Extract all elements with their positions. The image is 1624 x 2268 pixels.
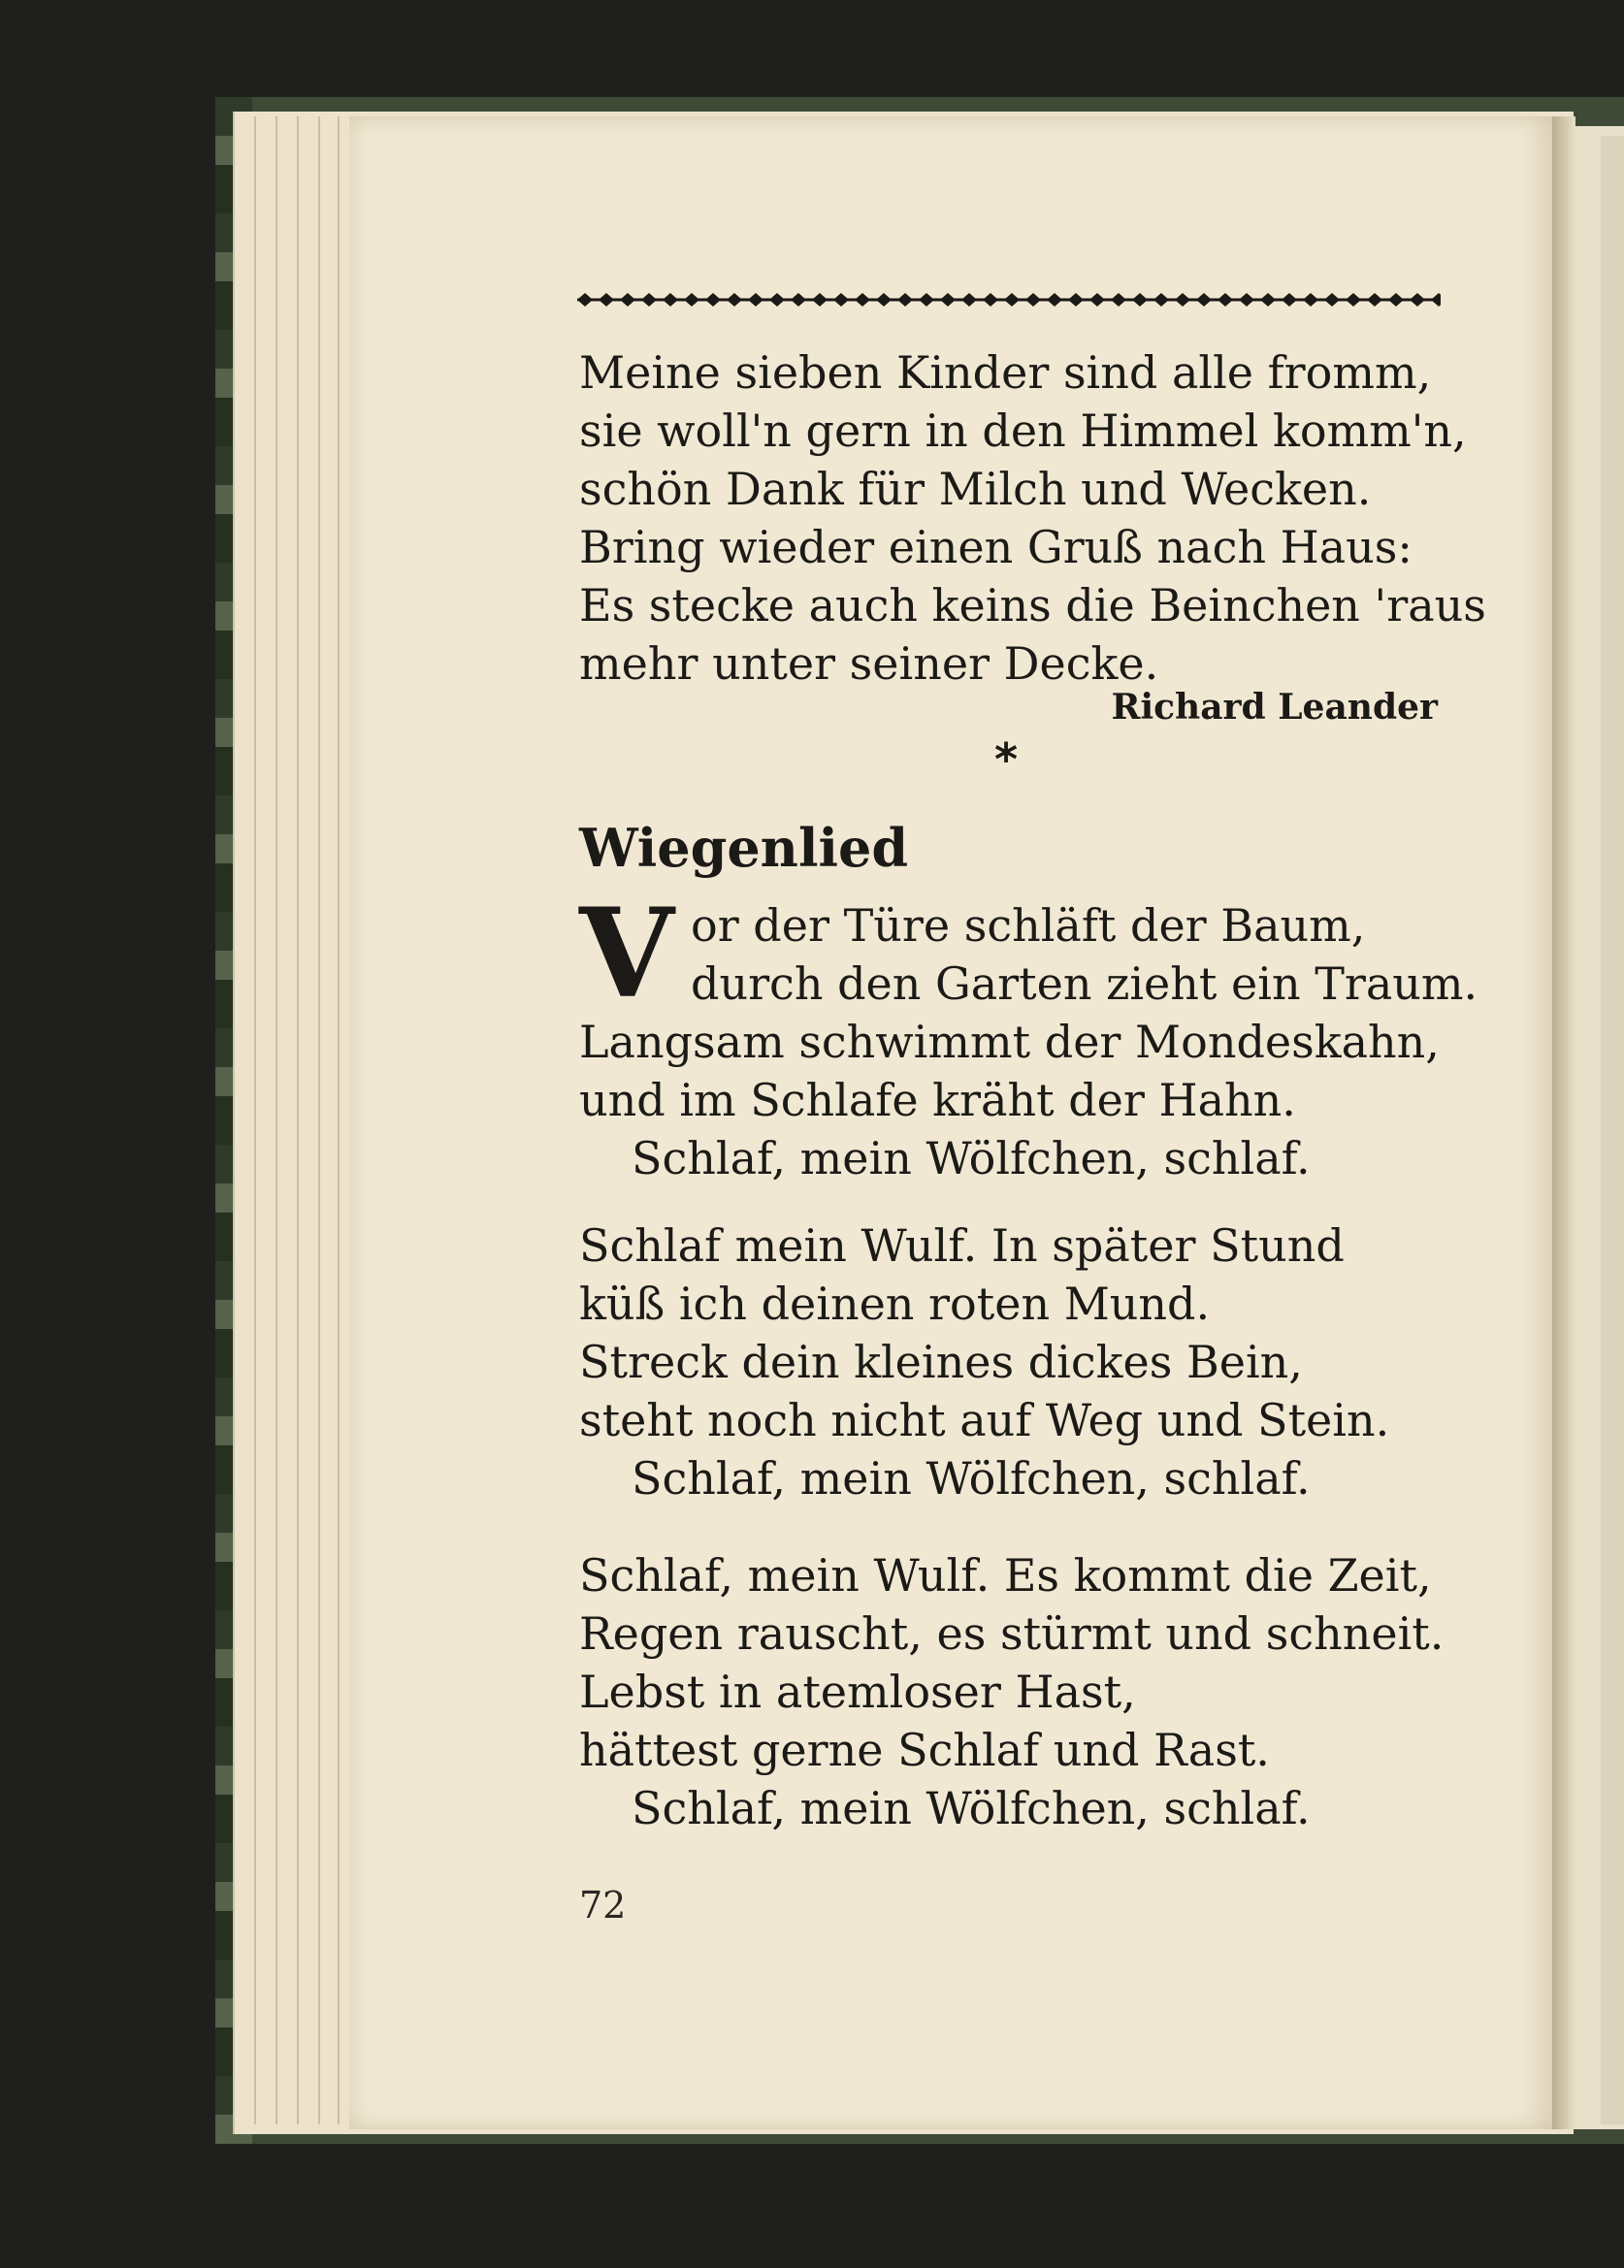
- poem-line: schön Dank für Milch und Wecken.: [579, 463, 1372, 515]
- drop-cap: V: [579, 882, 674, 1025]
- ornament-diamond: [1239, 293, 1254, 307]
- ornament-diamond: [769, 293, 785, 307]
- ornament-diamond: [1153, 293, 1169, 307]
- poem-line: und im Schlafe kräht der Hahn.: [579, 1074, 1296, 1126]
- poem-stanza: [579, 1546, 1452, 1837]
- ornament-diamond: [812, 293, 828, 307]
- ornament-diamond: [577, 293, 593, 307]
- ornament-diamond: [876, 293, 892, 307]
- ornament-diamond: [620, 293, 635, 307]
- poem-title: Wiegenlied: [579, 817, 909, 879]
- facing-page-edge: [1601, 136, 1624, 2124]
- poem-line: Regen rauscht, es stürmt und schneit.: [579, 1607, 1445, 1660]
- page-edge: [276, 116, 277, 2124]
- page-edge: [318, 116, 320, 2124]
- poem-refrain: Schlaf, mein Wölfchen, schlaf.: [632, 1452, 1311, 1505]
- ornament-diamond: [940, 293, 956, 307]
- ornament-diamond: [1132, 293, 1148, 307]
- page-edge: [338, 116, 340, 2124]
- page-gutter: [1552, 116, 1575, 2129]
- poem-stanza: [579, 343, 1486, 693]
- ornament-diamond: [1346, 293, 1361, 307]
- poem-line: or der Türe schläft der Baum,: [691, 899, 1366, 952]
- ornament-diamond: [705, 293, 721, 307]
- poem-stanza: [579, 1013, 1452, 1187]
- ornament-diamond: [897, 293, 913, 307]
- poem-line: Langsam schwimmt der Mondeskahn,: [579, 1016, 1440, 1068]
- ornament-diamond: [599, 293, 614, 307]
- ornament-diamond: [641, 293, 657, 307]
- poem-line: küß ich deinen roten Mund.: [579, 1278, 1211, 1330]
- page-number: 72: [579, 1884, 627, 1927]
- ornament-diamond: [1260, 293, 1276, 307]
- poem-line: sie woll'n gern in den Himmel komm'n,: [579, 405, 1467, 457]
- poem-line: durch den Garten zieht ein Traum.: [691, 957, 1478, 1010]
- poem-line: Lebst in atemloser Hast,: [579, 1666, 1136, 1718]
- poem-refrain: Schlaf, mein Wölfchen, schlaf.: [632, 1132, 1311, 1184]
- poem-line: Meine sieben Kinder sind alle fromm,: [579, 346, 1432, 399]
- ornament-diamond: [727, 293, 742, 307]
- poem-stanza: [691, 896, 1478, 1013]
- poem-stanza: [579, 1216, 1452, 1507]
- ornament-diamond: [684, 293, 699, 307]
- page-edge: [254, 116, 256, 2124]
- ornament-diamond: [919, 293, 934, 307]
- ornament-diamond: [1388, 293, 1404, 307]
- poem-line: Es stecke auch keins die Beinchen 'raus: [579, 579, 1486, 632]
- ornament-diamond: [855, 293, 870, 307]
- poem-line: Bring wieder einen Gruß nach Haus:: [579, 521, 1413, 573]
- ornament-diamond: [1303, 293, 1318, 307]
- ornament-diamond: [833, 293, 849, 307]
- ornament-diamond: [1431, 293, 1441, 307]
- page-edge: [297, 116, 299, 2124]
- ornament-diamond: [1196, 293, 1212, 307]
- ornament-diamond: [1068, 293, 1084, 307]
- section-separator: *: [994, 733, 1019, 786]
- ornament-diamond: [1367, 293, 1382, 307]
- ornament-border: [577, 291, 1441, 308]
- ornament-diamond: [1410, 293, 1425, 307]
- ornament-diamond: [791, 293, 806, 307]
- ornament-diamond: [1025, 293, 1041, 307]
- ornament-diamond: [748, 293, 763, 307]
- poem-refrain: Schlaf, mein Wölfchen, schlaf.: [632, 1782, 1311, 1834]
- ornament-diamond: [663, 293, 678, 307]
- poem-line: hättest gerne Schlaf und Rast.: [579, 1724, 1270, 1776]
- ornament-diamond: [961, 293, 977, 307]
- poem-line: Schlaf, mein Wulf. Es kommt die Zeit,: [579, 1549, 1432, 1602]
- ornament-diamond: [1047, 293, 1062, 307]
- poem-line: Schlaf mein Wulf. In später Stund: [579, 1219, 1345, 1272]
- ornament-diamond: [1218, 293, 1233, 307]
- ornament-diamond: [1004, 293, 1020, 307]
- ornament-diamond: [983, 293, 998, 307]
- poem-line: mehr unter seiner Decke.: [579, 637, 1159, 690]
- ornament-diamond: [1111, 293, 1126, 307]
- poem-author: Richard Leander: [1111, 687, 1438, 728]
- poem-line: Streck dein kleines dickes Bein,: [579, 1336, 1303, 1388]
- ornament-diamond: [1282, 293, 1297, 307]
- ornament-diamond: [1175, 293, 1190, 307]
- ornament-diamond: [1324, 293, 1340, 307]
- poem-line: steht noch nicht auf Weg und Stein.: [579, 1394, 1390, 1446]
- ornament-diamond: [1089, 293, 1105, 307]
